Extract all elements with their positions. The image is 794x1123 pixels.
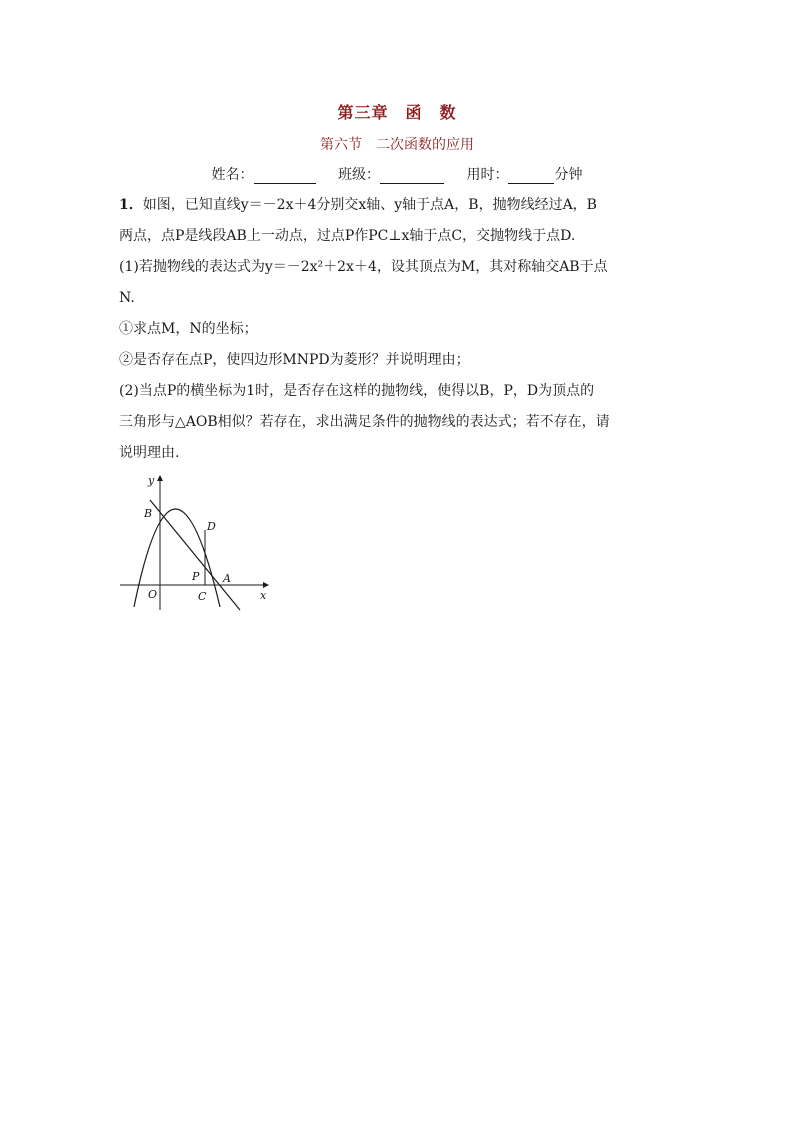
x-label: x [260, 589, 267, 602]
student-info-line [0, 164, 794, 184]
problem-text: 如图，已知直线y＝－2x＋4分别交x轴、y轴于点A，B，抛物线经过A，B [142, 197, 597, 213]
y-label: y [148, 474, 155, 487]
point-b-label: B [144, 507, 153, 520]
geometry-figure [116, 470, 276, 615]
problem-number: 1． [119, 197, 143, 213]
part-2-line: (2)当点P的横坐标为1时，是否存在这样的抛物线，使得以B，P，D为顶点的 [119, 383, 595, 399]
point-c-label: C [198, 590, 207, 603]
origin-label: O [148, 588, 158, 601]
name-blank[interactable] [254, 169, 316, 184]
sub-question-2: ②是否存在点P，使四边形MNPD为菱形？并说明理由； [119, 352, 470, 368]
problem-1 [119, 190, 679, 469]
problem-line: 两点，点P是线段AB上一动点，过点P作PC⊥x轴于点C，交抛物线于点D. [119, 228, 576, 244]
part-1-line: (1)若抛物线的表达式为y＝－2x²＋2x＋4，设其顶点为M，其对称轴交AB于点 [119, 259, 608, 275]
line-ab [150, 500, 240, 610]
sub-question-1: ①求点M，N的坐标； [119, 321, 258, 337]
time-unit: 分钟 [554, 167, 583, 183]
point-p-label: P [192, 570, 200, 583]
class-blank[interactable] [380, 169, 444, 184]
problem-line [119, 190, 679, 221]
name-label: 姓名： [211, 167, 254, 183]
class-label: 班级： [338, 167, 380, 183]
time-blank[interactable] [508, 169, 554, 184]
part-2-line: 说明理由. [119, 445, 180, 461]
figure-svg [116, 470, 276, 615]
time-label: 用时： [466, 167, 509, 183]
part-1-line: N. [119, 290, 135, 306]
point-d-label: D [207, 520, 216, 533]
point-a-label: A [223, 572, 231, 585]
section-title: 第六节 二次函数的应用 [320, 137, 474, 153]
part-2-line: 三角形与△AOB相似？若存在，求出满足条件的抛物线的表达式；若不存在，请 [119, 414, 610, 430]
chapter-title: 第三章 函 数 [337, 103, 457, 122]
